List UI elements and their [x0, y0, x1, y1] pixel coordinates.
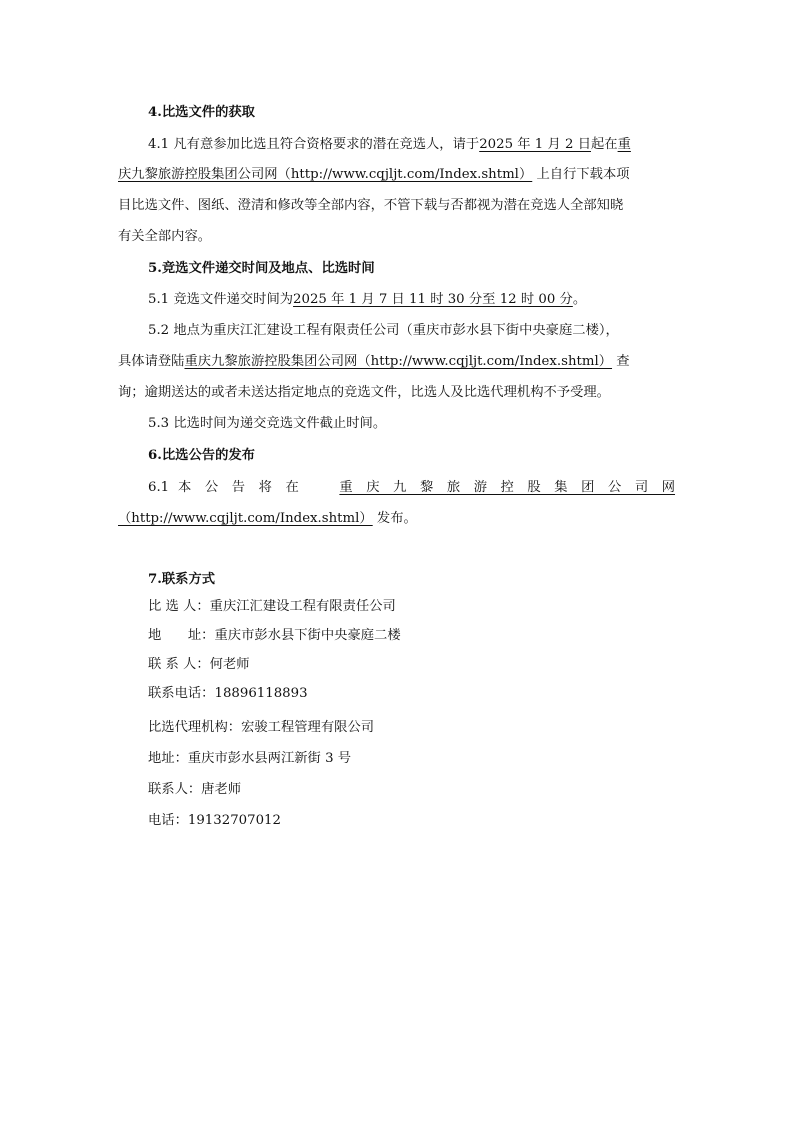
- section-6-1-line-1: 6.1 本 公 告 将 在 重 庆 九 黎 旅 游 控 股 集 团 公 司 网: [148, 480, 676, 495]
- website-link-start[interactable]: 重 庆 九 黎 旅 游 控 股 集 团 公 司 网: [339, 480, 676, 495]
- section-5-1: 5.1 竞选文件递交时间为2025 年 1 月 7 日 11 时 30 分至 12 时 00 分。: [148, 292, 587, 307]
- section-4-heading: 4.比选文件的获取: [148, 105, 255, 120]
- contact-phone: 联系电话：18896118893: [148, 686, 308, 701]
- website-link[interactable]: 庆九黎旅游控股集团公司网（http://www.cqjljt.com/Index.shtml）: [118, 167, 533, 182]
- agency-contact-person: 联系人：唐老师: [148, 782, 242, 797]
- contact-address: 地 址：重庆市彭水县下街中央豪庭二楼: [148, 628, 401, 643]
- section-7-heading: 7.联系方式: [148, 572, 216, 587]
- section-4-1-line-2: 庆九黎旅游控股集团公司网（http://www.cqjljt.com/Index.shtml） 上自行下载本项: [118, 167, 630, 182]
- section-5-3: 5.3 比选时间为递交竞选文件截止时间。: [148, 416, 387, 431]
- website-link[interactable]: （http://www.cqjljt.com/Index.shtml）: [118, 511, 373, 526]
- submission-time: 2025 年 1 月 7 日 11 时 30 分至 12 时 00 分: [293, 292, 573, 307]
- agency-phone: 电话：19132707012: [148, 813, 281, 828]
- section-5-2-line-3: 询；逾期送达的或者未送达指定地点的竞选文件，比选人及比选代理机构不予受理。: [118, 385, 610, 400]
- section-4-1-line-1: 4.1 凡有意参加比选且符合资格要求的潜在竞选人，请于2025 年 1 月 2 日起在重: [148, 137, 631, 152]
- website-link[interactable]: 重庆九黎旅游控股集团公司网（http://www.cqjljt.com/Index.shtml）: [184, 354, 613, 369]
- section-6-heading: 6.比选公告的发布: [148, 448, 255, 463]
- section-5-2-line-1: 5.2 地点为重庆江汇建设工程有限责任公司（重庆市彭水县下街中央豪庭二楼），: [148, 323, 619, 338]
- download-date: 2025 年 1 月 2 日: [479, 137, 591, 152]
- contact-person: 联 系 人：何老师: [148, 657, 250, 672]
- contact-bidder: 比 选 人：重庆江汇建设工程有限责任公司: [148, 599, 396, 614]
- section-4-1-line-3: 目比选文件、图纸、澄清和修改等全部内容，不管下载与否都视为潜在竞选人全部知晓: [118, 198, 624, 213]
- website-link-start[interactable]: 重: [617, 137, 631, 152]
- agency-address: 地址：重庆市彭水县两江新街 3 号: [148, 751, 352, 766]
- section-5-2-line-2: 具体请登陆重庆九黎旅游控股集团公司网（http://www.cqjljt.com/Index.shtml） 查: [118, 354, 630, 369]
- section-6-1-line-2: （http://www.cqjljt.com/Index.shtml） 发布。: [118, 511, 417, 526]
- section-5-heading: 5.竞选文件递交时间及地点、比选时间: [148, 261, 375, 276]
- agency-name: 比选代理机构：宏骏工程管理有限公司: [148, 720, 375, 735]
- section-4-1-line-4: 有关全部内容。: [118, 229, 212, 244]
